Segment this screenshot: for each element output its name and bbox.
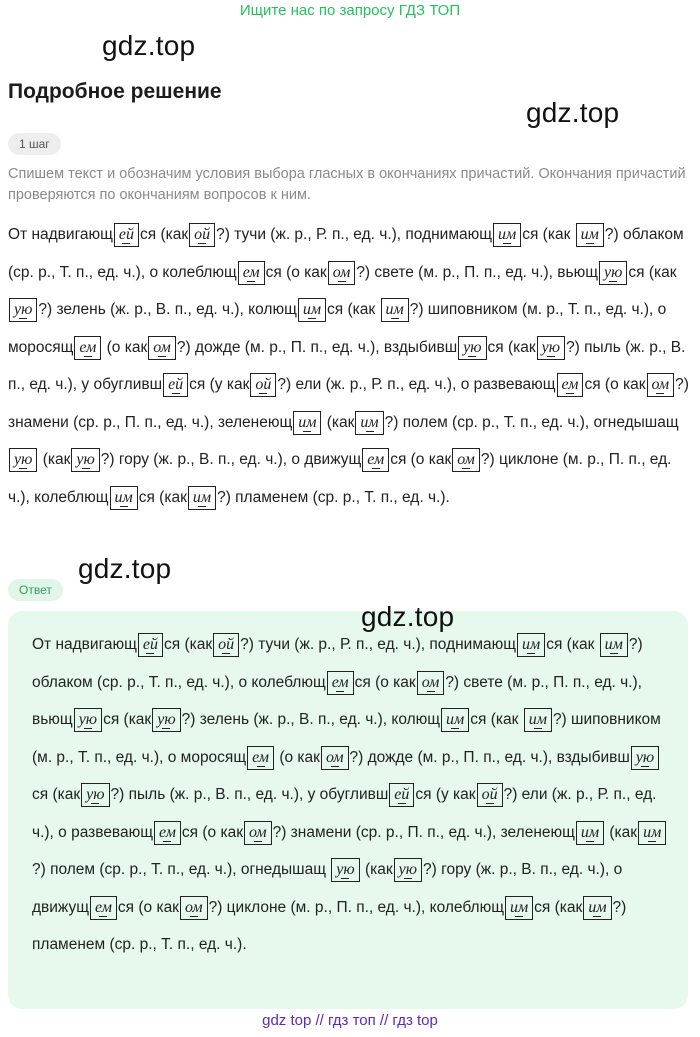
ending-box: им [576,223,604,247]
text-fragment: (о как [102,338,148,356]
text-fragment: (как [322,413,355,431]
ending-box: ом [321,746,349,770]
answer-badge: Ответ [8,579,63,601]
ending-box: им [110,486,138,510]
text-fragment: ?) тучи (ж. р., Р. п., ед. ч.), поднимающ [240,636,516,653]
ending-box: ую [599,261,627,285]
ending-box: ую [537,336,565,360]
text-fragment: ?) шиповником (м. р., Т. п., ед. ч.), о моросящ [32,711,661,766]
text-fragment: ся (как [522,226,575,243]
text-fragment: ?) облаком (ср. р., Т. п., ед. ч.), о колеблющ [32,636,643,691]
ending-box: им [188,486,216,510]
text-fragment: От надвигающ [32,636,137,653]
ending-box: ем [247,746,274,770]
text-fragment: ся (как [487,338,536,356]
ending-box: им [293,411,321,435]
ending-box: ую [71,448,99,472]
text-fragment: ?) полем (ср. р., Т. п., ед. ч.), огнедышащ [384,413,679,431]
solution-text [8,216,694,516]
ending-box: ую [9,448,37,472]
text-fragment: ся (как [470,711,523,728]
ending-box: ую [458,336,486,360]
ending-box: им [638,821,666,845]
text-fragment: ?) облаком (ср. р., Т. п., ед. ч.), о колеблющ [8,226,684,281]
ending-box: ем [327,671,354,695]
text-fragment: ?) гору (ж. р., В. п., ед. ч.), о движущ [32,861,623,916]
ending-box: им [576,821,604,845]
ending-box: ей [163,373,188,397]
ending-box: ом [244,821,272,845]
text-fragment: ?) зелень (ж. р., В. п., ед. ч.), колющ [181,711,441,728]
ending-box: ую [394,858,422,882]
text-fragment: (как [38,451,71,468]
text-fragment: ся (о как [265,263,327,281]
ending-box: им [441,708,469,732]
text-fragment: ся (о как [181,823,243,841]
ending-box: ем [90,896,117,920]
text-fragment: ?) пыль (ж. р., В. п., ед. ч.), у обугливш [110,786,389,803]
text-fragment: ?) шиповником (м. р., Т. п., ед. ч.), о моросящ [8,301,667,356]
footer-links[interactable]: gdz top // гдз топ // гдз top [262,1012,438,1029]
ending-box: ую [74,708,102,732]
ending-box: ей [114,223,139,247]
ending-box: им [583,896,611,920]
ending-box: ую [152,708,180,732]
text-fragment: ?) циклоне (м. р., П. п., ед. ч.), колеблющ [8,451,672,506]
ending-box: ом [647,373,675,397]
answer-box [8,611,688,1009]
text-fragment: (как [605,823,638,841]
watermark: gdz.top [526,97,620,128]
text-fragment: ся (как [140,226,189,243]
text-fragment: ?) полем (ср. р., Т. п., ед. ч.), огнедышащ [32,861,331,878]
ending-box: ем [362,448,389,472]
text-fragment: ?) знамени (ср. р., П. п., ед. ч.), зеленеющ [8,376,689,431]
intro-text: Спишем текст и обозначим условия выбора гласных в окончаниях причастий. Окончания причастий проверяются по окончаниям вопросов к ним. [8,166,686,203]
text-fragment: ?) свете (м. р., П. п., ед. ч.), вьющ [356,263,598,281]
ending-box: ом [180,896,208,920]
ending-box: ом [417,671,445,695]
text-fragment: ?) свете (м. р., П. п., ед. ч.), вьющ [32,673,642,728]
ending-box: ем [154,821,181,845]
ending-box: ем [557,373,584,397]
text-fragment: ?) зелень (ж. р., В. п., ед. ч.), колющ [38,301,297,318]
ending-box: им [298,298,326,322]
text-fragment: ся (о как [584,376,646,393]
text-fragment: ся (как [327,301,380,318]
ending-box: ем [74,336,101,360]
text-fragment: ся (как [546,636,599,653]
page-title: Подробное решение [8,80,222,103]
text-fragment: ?) ели (ж. р., Р. п., ед. ч.), о развевающ [277,376,556,393]
ending-box: ую [81,783,109,807]
text-fragment: ?) циклоне (м. р., П. п., ед. ч.), колеблющ [208,898,504,916]
text-fragment: ?) дожде (м. р., П. п., ед. ч.), вздыбивш [176,338,458,356]
text-fragment: ся (как [164,636,213,653]
step-badge: 1 шаг [8,133,61,155]
ending-box: им [381,298,409,322]
text-fragment: ся (как [103,711,152,728]
ending-box: ой [213,633,239,657]
text-fragment: ?) пламенем (ср. р., Т. п., ед. ч.). [32,898,627,953]
text-fragment: ся (как [628,263,677,281]
ending-box: им [517,633,545,657]
search-banner[interactable]: Ищите нас по запросу ГДЗ ТОП [239,2,461,19]
ending-box: ем [238,261,265,285]
ending-box: им [524,708,552,732]
text-fragment: ся (как [534,898,583,916]
text-fragment: ся (у как [189,376,250,393]
ending-box: ом [148,336,176,360]
text-fragment: ?) ели (ж. р., Р. п., ед. ч.), о развевающ [32,786,657,841]
ending-box: ой [477,783,503,807]
text-fragment: ?) гору (ж. р., В. п., ед. ч.), о движущ [100,451,362,468]
text-fragment: ся (как [138,488,187,506]
text-fragment: ?) тучи (ж. р., Р. п., ед. ч.), поднимающ [216,226,492,243]
ending-box: ой [250,373,276,397]
text-fragment: ся (о как [354,673,416,691]
text-fragment: ся (как [32,786,81,803]
answer-text [32,626,672,964]
ending-box: им [355,411,383,435]
text-fragment: ся (о как [117,898,179,916]
text-fragment: ?) пыль (ж. р., В. п., ед. ч.), у обугливш [8,338,686,393]
ending-box: им [505,896,533,920]
ending-box: ую [331,858,359,882]
text-fragment: (о как [275,748,320,766]
ending-box: им [600,633,628,657]
watermark: gdz.top [78,553,172,584]
ending-box: ую [9,298,37,322]
text-fragment: ?) знамени (ср. р., П. п., ед. ч.), зеленеющ [272,823,575,841]
ending-box: им [493,223,521,247]
ending-box: ей [389,783,414,807]
text-fragment: ся (у как [415,786,476,803]
ending-box: ую [631,746,659,770]
ending-box: ом [328,261,356,285]
text-fragment: ?) дожде (м. р., П. п., ед. ч.), вздыбивш [349,748,630,766]
ending-box: ей [138,633,163,657]
text-fragment: От надвигающ [8,226,113,243]
ending-box: ой [189,223,215,247]
text-fragment: ?) пламенем (ср. р., Т. п., ед. ч.). [217,488,450,506]
text-fragment: (как [360,861,393,878]
ending-box: ом [452,448,480,472]
watermark: gdz.top [102,30,196,61]
watermark: gdz.top [361,601,455,632]
text-fragment: ся (о как [390,451,452,468]
